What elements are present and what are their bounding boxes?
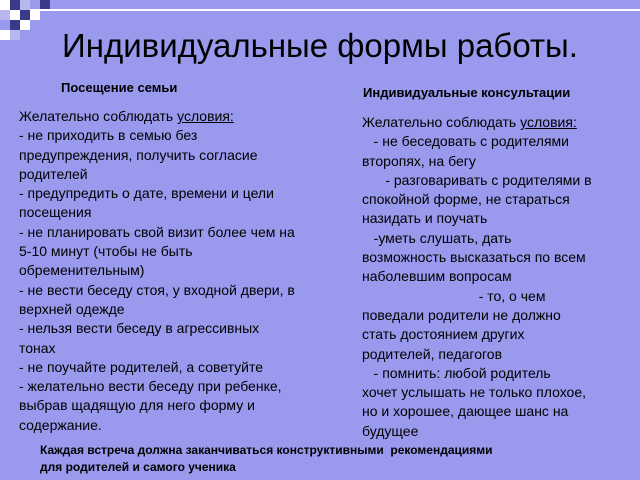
- text-line: будущее: [362, 422, 419, 439]
- text-line: родителей, педагогов: [362, 345, 503, 362]
- text-line: хочет услышать не только плохое,: [362, 384, 587, 401]
- family-visit-heading: Посещение семьи: [61, 80, 178, 95]
- text-line: - помнить: любой родитель: [362, 364, 551, 381]
- individual-consultations-heading: Индивидуальные консультации: [363, 85, 571, 100]
- deco-square: [0, 0, 10, 10]
- slide-title: Индивидуальные формы работы.: [62, 27, 578, 64]
- text-line: наболевшим вопросам: [362, 268, 512, 285]
- text-line: - желательно вести беседу при ребенке,: [19, 378, 282, 395]
- text-line: обременительным): [19, 262, 145, 279]
- conditions-intro: [19, 107, 339, 126]
- text-line: спокойной форме, не стараться: [362, 191, 570, 208]
- text-line: тонах: [19, 339, 56, 356]
- intro-text: Желательно соблюдать: [362, 114, 521, 130]
- text-line: - не вести беседу стоя, у входной двери, в: [19, 281, 295, 298]
- text-line: родителей: [19, 165, 88, 182]
- text-line: предупреждения, получить согласие: [19, 146, 258, 163]
- text-line: - не приходить в семью без: [19, 127, 198, 144]
- consultation-conditions: [362, 113, 628, 441]
- text-line: - не беседовать с родителями: [362, 133, 569, 150]
- text-line: - предупредить о дате, времени и цели: [19, 185, 274, 202]
- family-visit-conditions: [19, 107, 339, 435]
- deco-square: [20, 0, 30, 10]
- deco-square: [0, 10, 10, 20]
- text-line: содержание.: [19, 416, 102, 433]
- deco-square: [20, 10, 30, 20]
- text-line: выбрав щадящую для него форму и: [19, 397, 255, 414]
- text-line: посещения: [19, 204, 92, 221]
- conditions-intro: [362, 113, 628, 132]
- intro-text: Желательно соблюдать: [19, 108, 178, 124]
- conditions-word: условия:: [177, 108, 234, 124]
- text-line: - не планировать свой визит более чем на: [19, 223, 295, 240]
- deco-square: [30, 10, 40, 20]
- deco-square: [10, 0, 20, 10]
- text-line: поведали родители не должно: [362, 306, 561, 323]
- text-line: 5-10 минут (чтобы не быть: [19, 243, 193, 260]
- conditions-word: условия:: [520, 114, 577, 130]
- text-line: - нельзя вести беседу в агрессивных: [19, 320, 260, 337]
- text-line: -уметь слушать, дать: [362, 229, 512, 246]
- text-line: - не поучайте родителей, а советуйте: [19, 358, 264, 375]
- text-line: второпях, на бегу: [362, 152, 476, 169]
- header-divider-line: [30, 9, 640, 11]
- text-line: назидать и поучать: [362, 210, 488, 227]
- footer-line: для родителей и самого ученика: [40, 460, 236, 474]
- text-line: возможность высказаться по всем: [362, 249, 586, 266]
- text-line: верхней одежде: [19, 300, 125, 317]
- text-line: - разговаривать с родителями в: [362, 171, 592, 188]
- text-line: стать достоянием других: [362, 326, 525, 343]
- text-line: но и хорошее, дающее шанс на: [362, 403, 569, 420]
- deco-square: [10, 10, 20, 20]
- footer-line: Каждая встреча должна заканчиваться конструктивными рекомендациями: [40, 443, 493, 457]
- closing-recommendation: [40, 442, 620, 476]
- text-line: - то, о чем: [362, 287, 546, 304]
